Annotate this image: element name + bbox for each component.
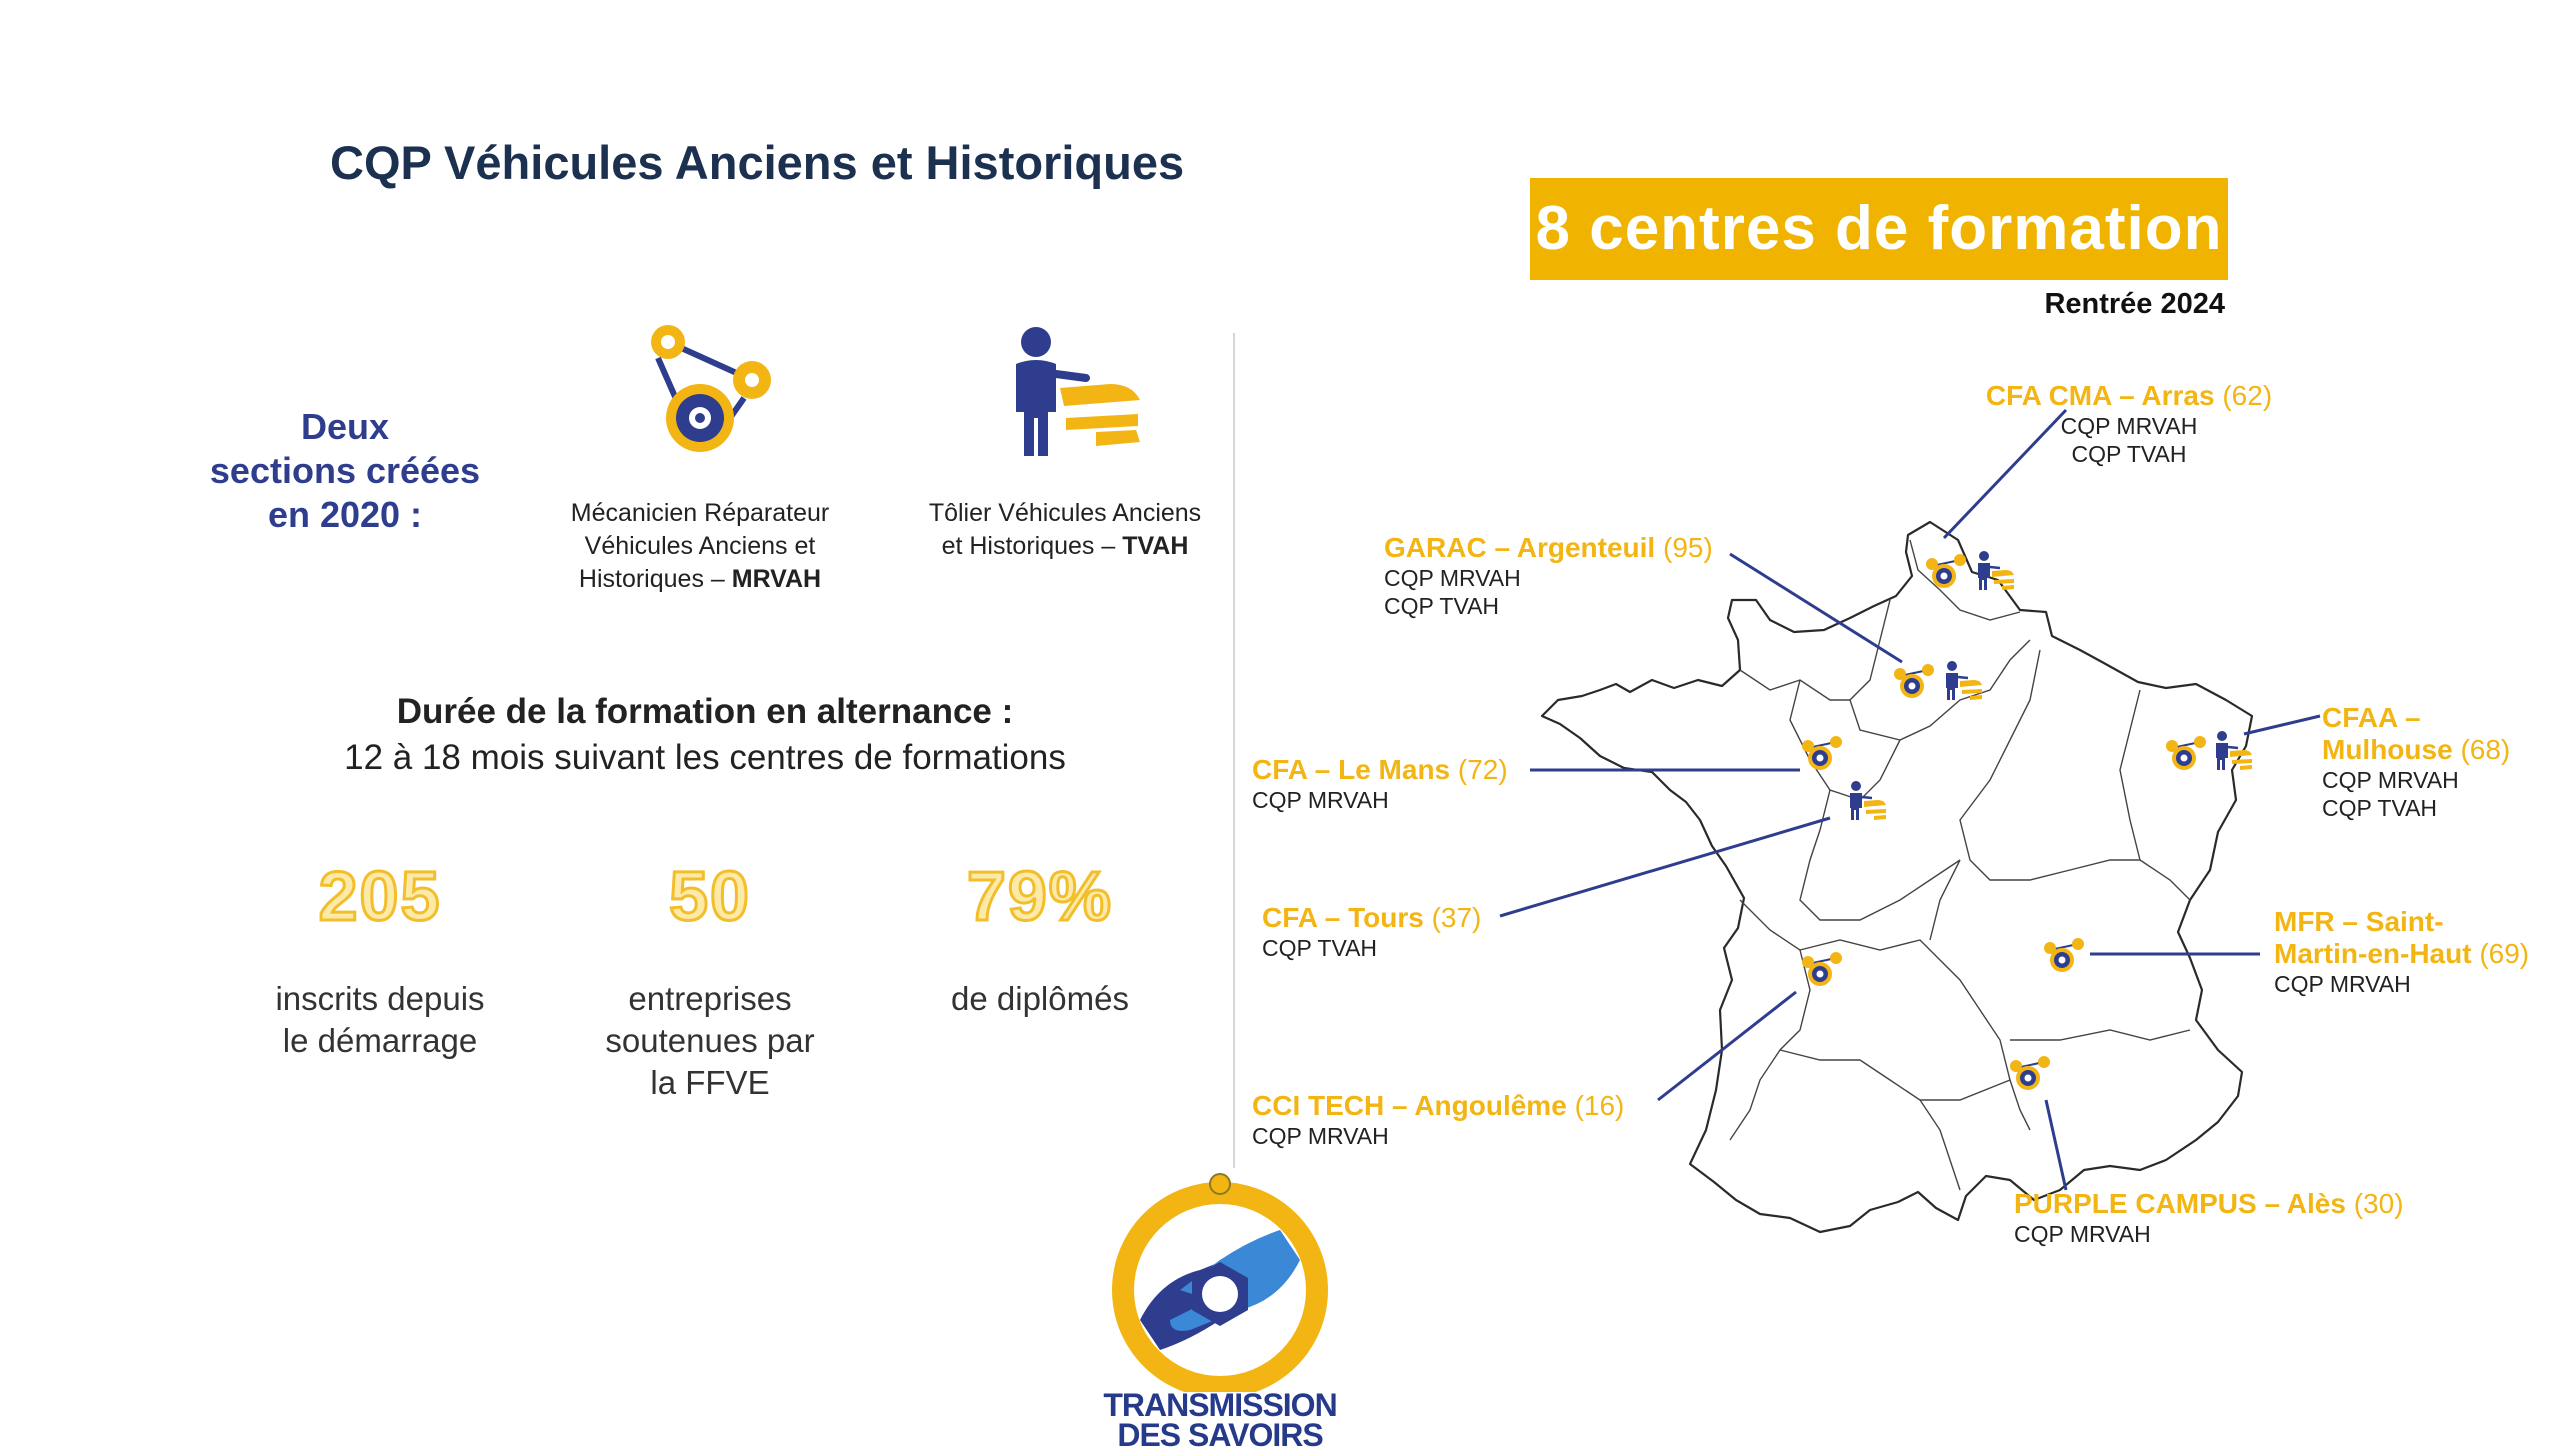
tvah-line-1: Tôlier Véhicules Anciens: [928, 499, 1202, 527]
center-tours: [1262, 902, 1481, 962]
center-angouleme-name: CCI TECH – Angoulême: [1252, 1090, 1567, 1121]
center-arras-cqp-2: CQP TVAH: [2071, 441, 2187, 467]
center-tours-title: [1262, 902, 1481, 934]
center-mulhouse-cqp-1: CQP MRVAH: [2322, 767, 2459, 793]
mrvah-line-2: Véhicules Anciens et: [584, 532, 816, 560]
center-le-mans-name: CFA – Le Mans: [1252, 754, 1451, 785]
logo-wordmark: [1080, 1387, 1360, 1453]
transmission-logo-icon: [1100, 1170, 1340, 1392]
center-mulhouse-name-2: Mulhouse: [2322, 734, 2453, 765]
center-saint-martin-code: (69): [2479, 938, 2530, 969]
stat-entreprises-line-1: entreprises: [628, 980, 792, 1017]
center-saint-martin-name-1: MFR – Saint-: [2274, 906, 2444, 937]
logo-line-2: DES SAVOIRS: [1117, 1417, 1323, 1453]
center-mulhouse-cqp-2: CQP TVAH: [2322, 795, 2438, 821]
center-saint-martin-name-2: Martin-en-Haut: [2274, 938, 2472, 969]
center-argenteuil-code: (95): [1663, 532, 1713, 563]
duree-title: Durée de la formation en alternance :: [396, 692, 1014, 731]
logo-line-1: TRANSMISSION: [1103, 1387, 1337, 1423]
center-le-mans: [1252, 754, 1508, 814]
intro-line-1: Deux: [300, 406, 390, 447]
center-mulhouse-code: (68): [2460, 734, 2511, 765]
stat-inscrits-line-2: le démarrage: [282, 1022, 478, 1059]
tvah-code: TVAH: [1122, 532, 1189, 560]
tvah-line-2-prefix: et Historiques –: [941, 532, 1123, 560]
center-tours-code: (37): [1431, 902, 1482, 933]
page-title: CQP Véhicules Anciens et Historiques: [330, 136, 1185, 189]
stat-diplomes-line-1: de diplômés: [951, 980, 1129, 1017]
france-outline: [1542, 522, 2252, 1232]
line-mulhouse: [2244, 716, 2320, 734]
center-saint-martin-cqp-1: CQP MRVAH: [2274, 971, 2411, 997]
center-ales-name: PURPLE CAMPUS – Alès: [2014, 1188, 2346, 1219]
intro-line-2: sections créées: [209, 450, 481, 491]
stat-entreprises-value: 50: [669, 857, 751, 935]
mrvah-code: MRVAH: [731, 565, 822, 593]
center-arras: [1984, 380, 2274, 468]
duree-subtitle: 12 à 18 mois suivant les centres de formations: [344, 738, 1066, 777]
center-mulhouse: [2322, 702, 2510, 822]
center-ales-code: (30): [2353, 1188, 2404, 1219]
center-arras-title: [1984, 380, 2274, 412]
centres-banner: 8 centres de formation: [1530, 178, 2228, 280]
stat-inscrits-line-1: inscrits depuis: [275, 980, 485, 1017]
center-saint-martin: [2274, 906, 2529, 998]
center-tours-cqp-1: CQP TVAH: [1262, 935, 1378, 961]
center-angouleme-cqp-1: CQP MRVAH: [1252, 1123, 1389, 1149]
center-arras-cqp-1: CQP MRVAH: [2060, 413, 2198, 439]
center-angouleme-code: (16): [1574, 1090, 1625, 1121]
intro-line-3: en 2020 :: [267, 494, 423, 535]
center-argenteuil-cqp-1: CQP MRVAH: [1384, 565, 1521, 591]
center-le-mans-code: (72): [1457, 754, 1508, 785]
stat-entreprises-line-3: la FFVE: [650, 1064, 770, 1101]
center-tours-name: CFA – Tours: [1262, 902, 1424, 933]
stat-entreprises-line-2: soutenues par: [605, 1022, 815, 1059]
center-arras-code: (62): [2222, 380, 2273, 411]
center-le-mans-cqp-1: CQP MRVAH: [1252, 787, 1389, 813]
center-mulhouse-name-1: CFAA –: [2322, 702, 2421, 733]
mrvah-line-3-prefix: Historiques –: [578, 565, 732, 593]
center-mulhouse-title: [2322, 734, 2510, 766]
center-angouleme-title: [1252, 1090, 1624, 1122]
rentree-label: Rentrée 2024: [2044, 288, 2225, 320]
mrvah-line-1: Mécanicien Réparateur: [570, 499, 830, 527]
center-le-mans-title: [1252, 754, 1508, 786]
center-angouleme: [1252, 1090, 1624, 1150]
stat-diplomes-value: 79%: [966, 857, 1114, 935]
center-arras-name: CFA CMA – Arras: [1985, 380, 2215, 411]
center-argenteuil-cqp-2: CQP TVAH: [1384, 593, 1500, 619]
stat-inscrits-value: 205: [318, 857, 442, 935]
center-argenteuil-name: GARAC – Argenteuil: [1384, 532, 1656, 563]
center-argenteuil: [1384, 532, 1713, 620]
center-ales-cqp-1: CQP MRVAH: [2014, 1221, 2151, 1247]
center-ales-title: [2014, 1188, 2404, 1220]
center-argenteuil-title: [1384, 532, 1713, 564]
center-saint-martin-title: [2274, 938, 2529, 970]
center-ales: [2014, 1188, 2404, 1248]
